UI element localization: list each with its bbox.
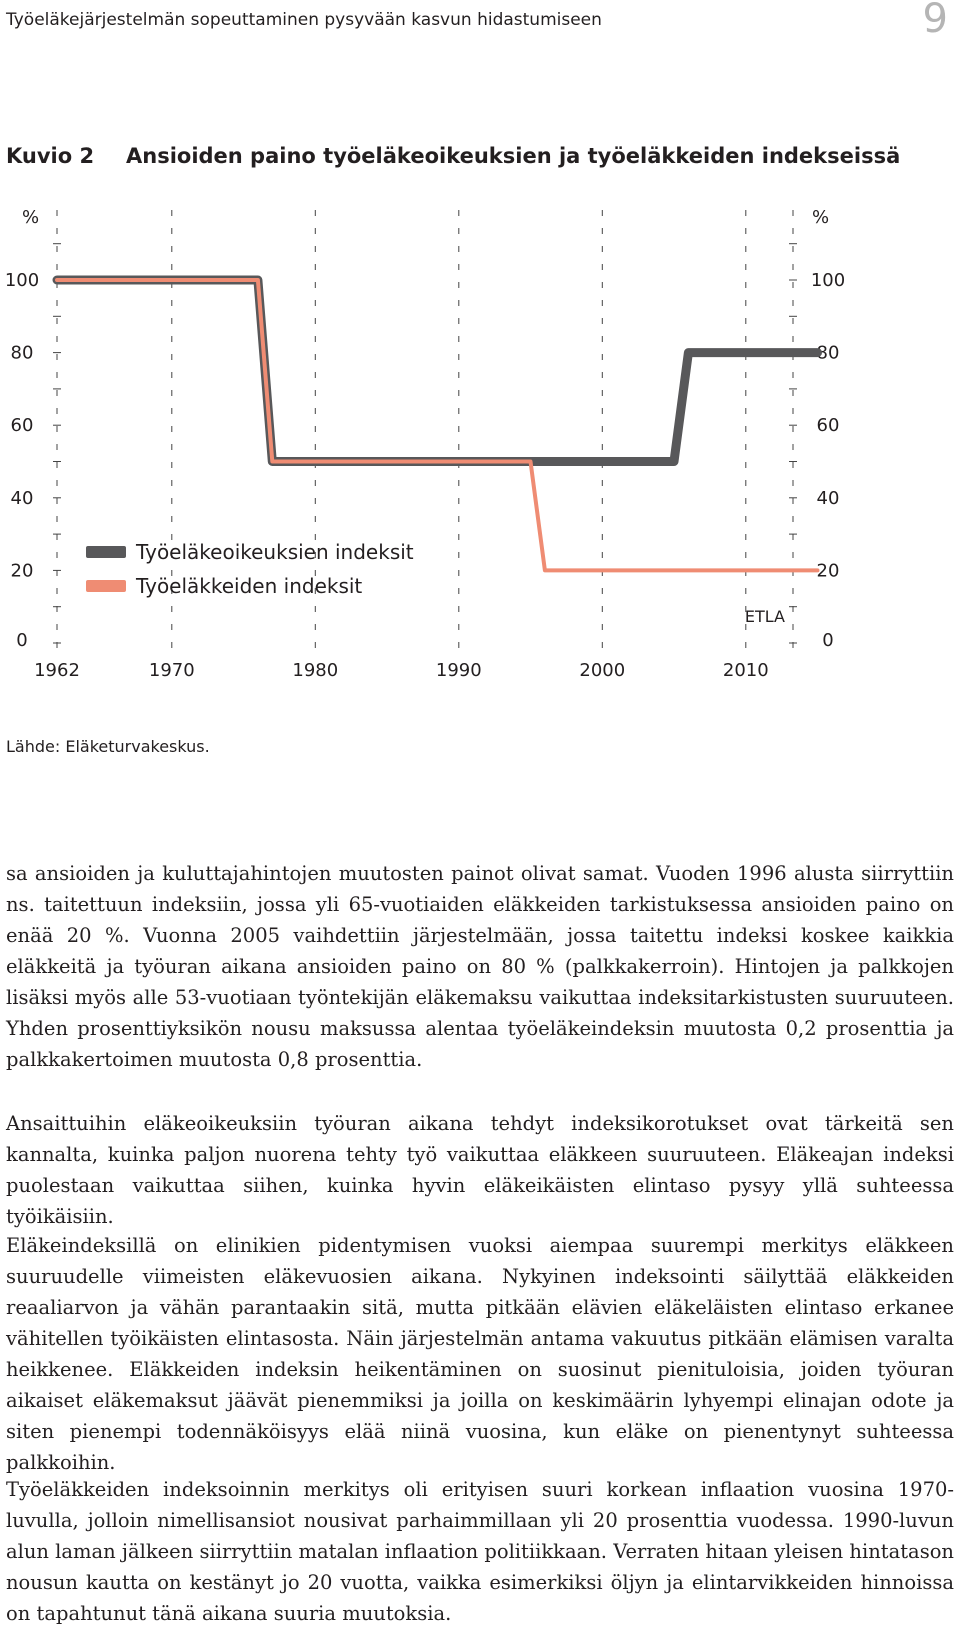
legend-label: Työeläkkeiden indeksit xyxy=(136,574,363,598)
x-tick-label: 1990 xyxy=(435,660,482,681)
y-tick-label-right: 0 xyxy=(822,630,834,651)
x-tick-label: 1970 xyxy=(148,660,195,681)
y-axis-label-right: % xyxy=(812,207,830,228)
x-tick-label: 1962 xyxy=(34,660,80,681)
legend-label: Työeläkeoikeuksien indeksit xyxy=(136,540,414,564)
y-tick-label-left: 60 xyxy=(10,415,34,437)
running-head: Työeläkejärjestelmän sopeuttaminen pysyvään kasvun hidastumiseen xyxy=(6,10,602,30)
y-tick-label-left: 40 xyxy=(10,487,34,509)
y-tick-label-right: 40 xyxy=(816,487,840,509)
axis-ticks xyxy=(5,270,845,681)
series-line-tyoelakeoikeuksien-indeksit xyxy=(57,280,818,462)
legend xyxy=(86,540,414,598)
figure-title: Ansioiden paino työeläkeoikeuksien ja työeläkkeiden indekseissä xyxy=(126,144,901,168)
x-tick-label: 1980 xyxy=(292,660,339,681)
y-tick-label-right: 20 xyxy=(816,560,840,582)
paragraph-4: Työeläkkeiden indeksoinnin merkitys oli erityisen suuri korkean inflaation vuosina 1970-luvulla, jolloin nimellisansiot nousivat parhaimmillaan yli 20 prosenttia vuodessa. 1990-luvun alun laman jälkeen siirryttiin matalan inflaation politiikkaan. Verraten hitaan yleisen hintatason nousun kautta on kestänyt jo 20 vuotta, vaikka esimerkiksi öljyn ja elintarvikkeiden hinnoissa on tapahtunut tänä aikana suuria muutoksia. xyxy=(6,1478,954,1625)
series-line-tyoelakkeiden-indeksit xyxy=(57,280,818,570)
x-tick-label: 2010 xyxy=(722,660,769,681)
paragraph-1: sa ansioiden ja kuluttajahintojen muutosten painot olivat samat. Vuoden 1996 alusta siirryttiin ns. taitettuun indeksiin, jossa yli 65-vuotiaiden eläkkeiden tarkistuksessa ansioiden paino on enää 20 %. Vuonna 2005 vaihdettiin järjestelmään, jossa taitettu indeksi koskee kaikkia eläkkeitä ja työuran aikana ansioiden paino on 80 % (palkkakerroin). Hintojen ja palkkojen lisäksi myös alle 53-vuotiaan työntekijän eläkemaksu vaikuttaa indeksitarkistusten suuruuteen. Yhden prosenttiyksikön nousu maksussa alentaa työeläkeindeksin muutosta 0,2 prosenttia ja palkkakertoimen muutosta 0,8 prosenttia. xyxy=(6,862,954,1071)
page-number: 9 xyxy=(922,0,948,42)
y-tick-label-left: 0 xyxy=(16,630,28,651)
y-tick-label-left: 80 xyxy=(10,342,34,364)
figure-source: Lähde: Eläketurvakeskus. xyxy=(6,737,210,756)
figure-label: Kuvio 2 xyxy=(6,144,95,168)
y-tick-label-right: 60 xyxy=(816,415,840,437)
y-tick-label-left: 100 xyxy=(4,270,40,291)
legend-swatch xyxy=(86,546,126,558)
paragraph-3: Eläkeindeksillä on elinikien pidentymisen vuoksi aiempaa suurempi merkitys eläkkeen suuruudelle viimeisten eläkevuosien aikana. Nykyinen indeksointi säilyttää eläkkeiden reaaliarvon ja vähän parantaakin sitä, mutta pitkään elävien eläkeläisten elintaso erkanee vähitellen työikäisten elintasosta. Näin järjestelmän antama vakuutus pitkään elämisen varalta heikkenee. Eläkkeiden indeksin heikentäminen on suosinut pienituloisia, joiden työuran aikaiset eläkemaksut jäävät pienemmiksi ja joilla on keskimäärin lyhyempi elinajan odote ja siten pienempi todennäköisyys elää niinä vuosina, kun eläke on pienentynyt suhteessa palkkoihin. xyxy=(6,1234,954,1474)
x-tick-label: 2000 xyxy=(579,660,626,681)
y-axis-label-left: % xyxy=(22,207,40,228)
legend-swatch xyxy=(86,580,126,592)
paragraph-2: Ansaittuihin eläkeoikeuksiin työuran aikana tehdyt indeksikorotukset ovat tärkeitä sen kannalta, kuinka paljon nuorena tehty työ vaikuttaa eläkkeen suuruuteen. Eläkeajan indeksi puolestaan vaikuttaa siihen, kuinka hyvin eläkeikäisten elintaso pysyy yllä suhteessa työikäisiin. xyxy=(6,1112,954,1228)
series-lines xyxy=(57,280,818,570)
watermark-etla: ETLA xyxy=(744,607,785,626)
y-tick-label-right: 80 xyxy=(816,342,840,364)
line-chart xyxy=(0,200,960,700)
y-tick-label-left: 20 xyxy=(10,560,34,582)
y-tick-label-right: 100 xyxy=(810,270,846,291)
